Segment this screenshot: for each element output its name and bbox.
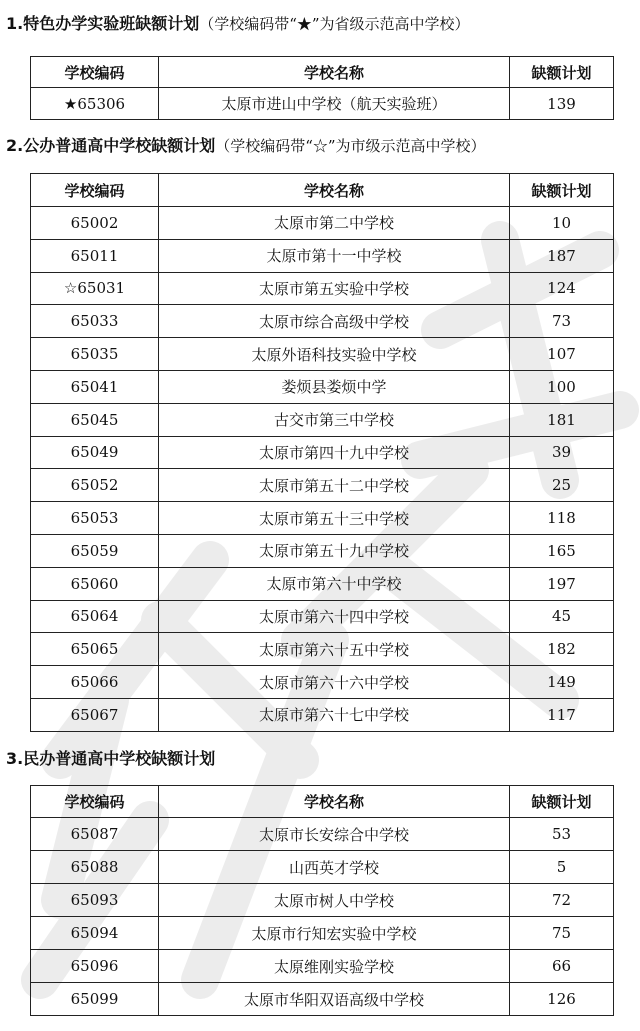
cell-code: 65065 — [31, 633, 159, 666]
table-row — [31, 403, 614, 436]
cell-quota: 5 — [510, 851, 614, 884]
cell-quota: 181 — [510, 403, 614, 436]
header-quota: 缺额计划 — [510, 174, 614, 207]
section-2-note: （学校编码带“☆”为市级示范高中学校） — [215, 137, 486, 155]
header-name: 学校名称 — [159, 174, 510, 207]
table-row — [31, 818, 614, 851]
table-row — [31, 851, 614, 884]
table-row — [31, 983, 614, 1016]
header-code: 学校编码 — [31, 174, 159, 207]
cell-quota: 73 — [510, 305, 614, 338]
cell-code: 65059 — [31, 534, 159, 567]
section-1-title: 1.特色办学实验班缺额计划 — [6, 14, 200, 33]
cell-name: 太原市长安综合中学校 — [159, 818, 510, 851]
table-row — [31, 534, 614, 567]
cell-quota: 25 — [510, 469, 614, 502]
table-row — [31, 633, 614, 666]
table-row — [31, 436, 614, 469]
cell-name: 太原市第六十四中学校 — [159, 600, 510, 633]
cell-name: 太原市综合高级中学校 — [159, 305, 510, 338]
table-row — [31, 698, 614, 731]
cell-name: 太原市第六十七中学校 — [159, 698, 510, 731]
cell-code: 65094 — [31, 917, 159, 950]
cell-name: 太原市树人中学校 — [159, 884, 510, 917]
table-header-row — [31, 174, 614, 207]
cell-name: 古交市第三中学校 — [159, 403, 510, 436]
table-row — [31, 305, 614, 338]
header-code: 学校编码 — [31, 57, 159, 88]
cell-name: 太原市第五十九中学校 — [159, 534, 510, 567]
header-name: 学校名称 — [159, 786, 510, 818]
cell-code: 65052 — [31, 469, 159, 502]
table-row — [31, 207, 614, 240]
header-name: 学校名称 — [159, 57, 510, 88]
cell-code: 65066 — [31, 666, 159, 699]
cell-quota: 10 — [510, 207, 614, 240]
table-header-row — [31, 786, 614, 818]
cell-code: 65049 — [31, 436, 159, 469]
header-code: 学校编码 — [31, 786, 159, 818]
cell-quota: 72 — [510, 884, 614, 917]
table-row — [31, 338, 614, 371]
table-row — [31, 88, 614, 120]
cell-quota: 126 — [510, 983, 614, 1016]
table-row — [31, 567, 614, 600]
cell-quota: 117 — [510, 698, 614, 731]
cell-name: 山西英才学校 — [159, 851, 510, 884]
cell-code: 65099 — [31, 983, 159, 1016]
cell-quota: 53 — [510, 818, 614, 851]
cell-name: 太原市第五十二中学校 — [159, 469, 510, 502]
table-header-row — [31, 57, 614, 88]
cell-name: 太原市第十一中学校 — [159, 239, 510, 272]
cell-name: 太原市第六十中学校 — [159, 567, 510, 600]
cell-name: 太原市第五实验中学校 — [159, 272, 510, 305]
cell-quota: 139 — [510, 88, 614, 120]
cell-code: 65035 — [31, 338, 159, 371]
cell-name: 太原市进山中学校（航天实验班） — [159, 88, 510, 120]
cell-quota: 182 — [510, 633, 614, 666]
cell-name: 太原市第四十九中学校 — [159, 436, 510, 469]
table-row — [31, 666, 614, 699]
section-3-title-line — [6, 748, 215, 770]
cell-quota: 100 — [510, 370, 614, 403]
cell-name: 太原市第二中学校 — [159, 207, 510, 240]
section-1-title-line — [6, 13, 470, 35]
cell-code: ☆65031 — [31, 272, 159, 305]
cell-quota: 187 — [510, 239, 614, 272]
table-row — [31, 950, 614, 983]
section-3-title: 3.民办普通高中学校缺额计划 — [6, 749, 216, 768]
section-2-title-line — [6, 135, 486, 157]
table-1 — [30, 56, 614, 120]
cell-code: 65087 — [31, 818, 159, 851]
cell-name: 太原维刚实验学校 — [159, 950, 510, 983]
section-2-title: 2.公办普通高中学校缺额计划 — [6, 136, 216, 155]
cell-code: 65060 — [31, 567, 159, 600]
cell-code: 65002 — [31, 207, 159, 240]
cell-code: 65093 — [31, 884, 159, 917]
table-row — [31, 884, 614, 917]
table-row — [31, 469, 614, 502]
cell-quota: 197 — [510, 567, 614, 600]
table-3 — [30, 785, 614, 1016]
table-row — [31, 370, 614, 403]
cell-name: 太原市华阳双语高级中学校 — [159, 983, 510, 1016]
header-quota: 缺额计划 — [510, 57, 614, 88]
cell-code: 65067 — [31, 698, 159, 731]
cell-code: 65053 — [31, 502, 159, 535]
cell-name: 太原外语科技实验中学校 — [159, 338, 510, 371]
table-row — [31, 917, 614, 950]
table-2 — [30, 173, 614, 732]
table-row — [31, 272, 614, 305]
cell-quota: 107 — [510, 338, 614, 371]
cell-quota: 124 — [510, 272, 614, 305]
cell-name: 太原市第六十五中学校 — [159, 633, 510, 666]
table-row — [31, 600, 614, 633]
cell-quota: 149 — [510, 666, 614, 699]
cell-name: 太原市行知宏实验中学校 — [159, 917, 510, 950]
cell-quota: 165 — [510, 534, 614, 567]
header-quota: 缺额计划 — [510, 786, 614, 818]
cell-quota: 45 — [510, 600, 614, 633]
cell-quota: 118 — [510, 502, 614, 535]
cell-quota: 75 — [510, 917, 614, 950]
table-row — [31, 502, 614, 535]
cell-name: 太原市第六十六中学校 — [159, 666, 510, 699]
cell-code: 65011 — [31, 239, 159, 272]
cell-code: 65041 — [31, 370, 159, 403]
cell-quota: 66 — [510, 950, 614, 983]
cell-code: ★65306 — [31, 88, 159, 120]
cell-name: 娄烦县娄烦中学 — [159, 370, 510, 403]
cell-code: 65088 — [31, 851, 159, 884]
cell-code: 65045 — [31, 403, 159, 436]
cell-code: 65033 — [31, 305, 159, 338]
cell-name: 太原市第五十三中学校 — [159, 502, 510, 535]
cell-quota: 39 — [510, 436, 614, 469]
cell-code: 65064 — [31, 600, 159, 633]
table-row — [31, 239, 614, 272]
section-1-note: （学校编码带“★”为省级示范高中学校） — [199, 15, 470, 33]
cell-code: 65096 — [31, 950, 159, 983]
